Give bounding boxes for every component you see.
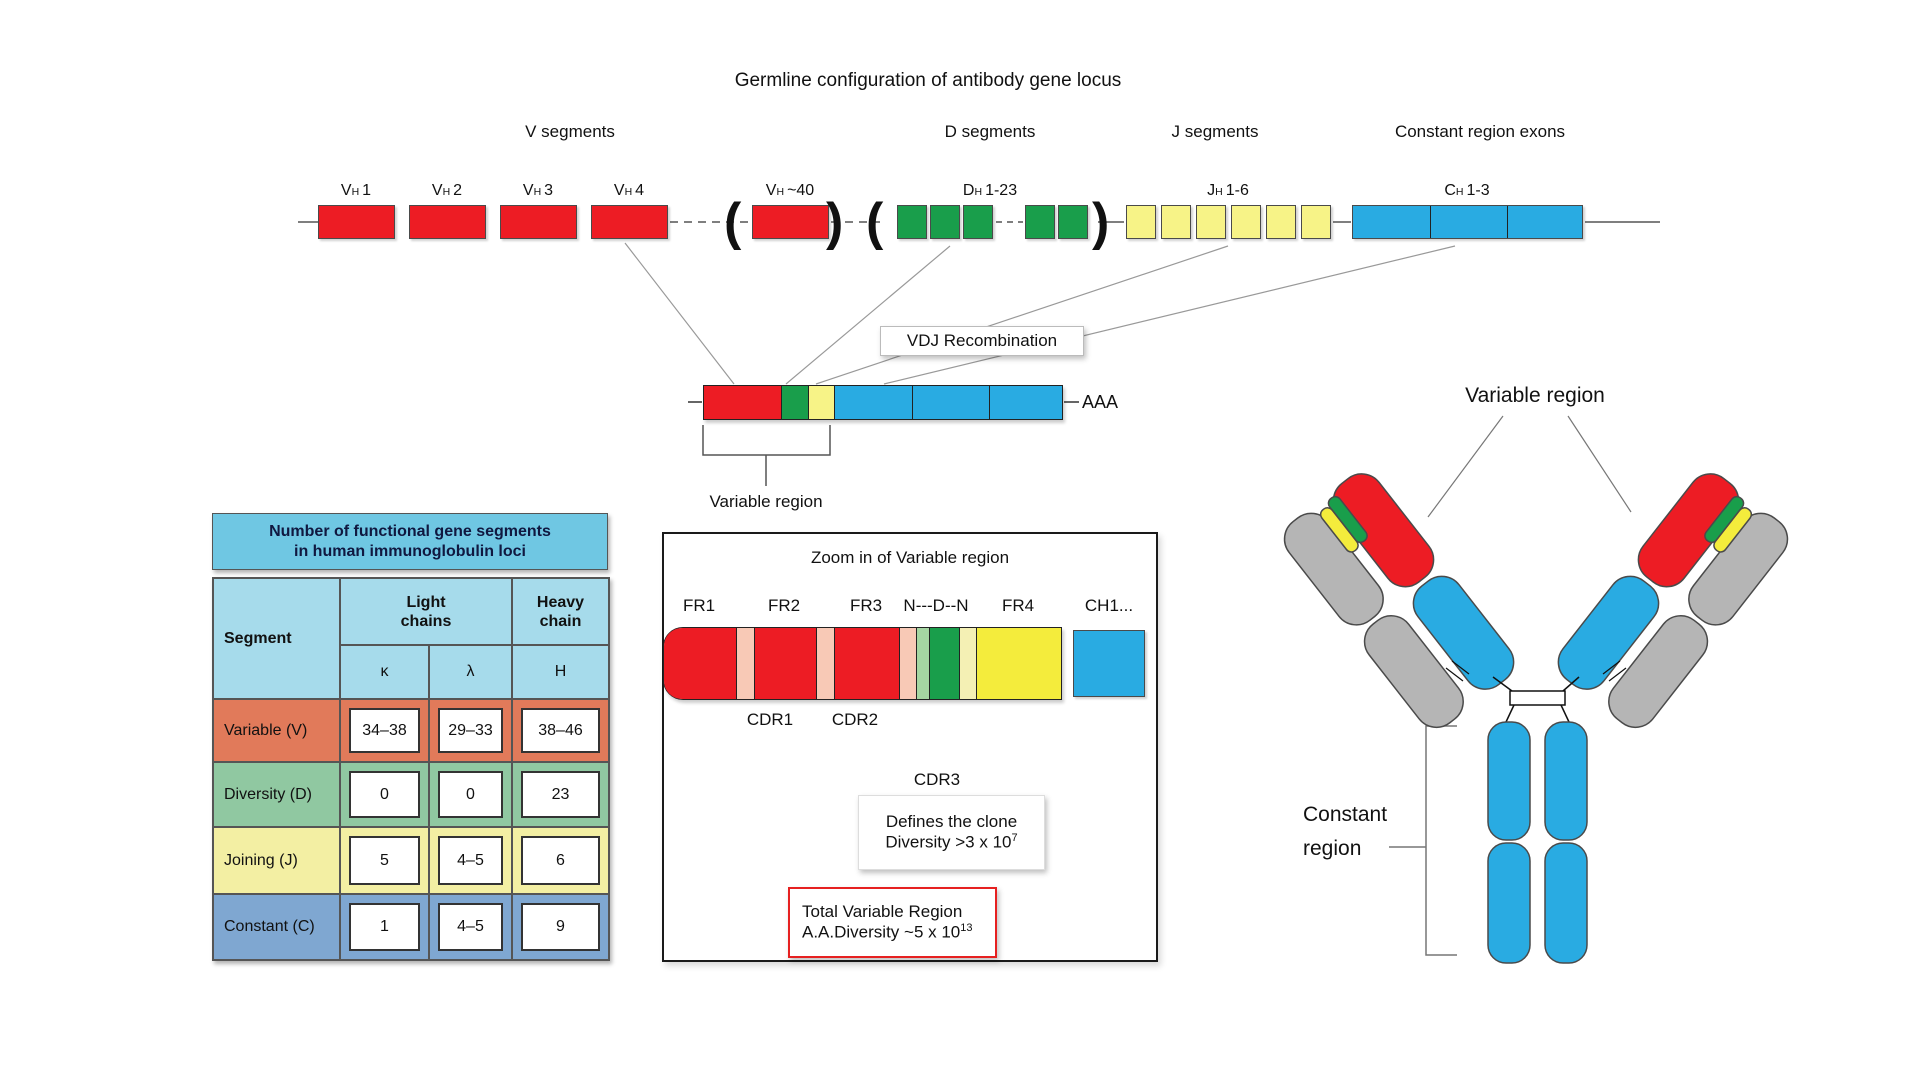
row-label-text: Diversity (D) xyxy=(224,785,312,803)
clone-diversity-note xyxy=(858,795,1045,870)
fr2-segment xyxy=(754,628,816,699)
j-segment-box xyxy=(1161,205,1191,239)
d-core-segment xyxy=(929,628,959,699)
cell-value: 6 xyxy=(556,851,565,869)
value-box xyxy=(521,708,600,753)
lambda-text: λ xyxy=(466,663,475,680)
kappa-text: κ xyxy=(380,663,389,680)
column-header-segment xyxy=(213,578,340,699)
label-rest: 1-23 xyxy=(985,182,1018,199)
label-sub: H xyxy=(974,186,983,198)
v-segment-box-40 xyxy=(752,205,829,239)
constant-exon-box xyxy=(1352,205,1583,239)
total-note-line2 xyxy=(802,922,973,943)
cell-variable-kappa xyxy=(340,699,429,762)
exon-divider xyxy=(989,386,990,419)
subheader-kappa xyxy=(340,645,429,699)
label-base: J xyxy=(1207,182,1216,199)
value-box xyxy=(521,836,600,885)
cell-joining-kappa xyxy=(340,827,429,894)
cell-diversity-h xyxy=(512,762,609,827)
segment-label-vh1 xyxy=(311,182,401,200)
d-segment-box xyxy=(963,205,993,239)
segment-label-vh4 xyxy=(584,182,674,200)
value-box xyxy=(438,771,503,818)
label-rest: 4 xyxy=(635,182,645,199)
j-segment-box xyxy=(1196,205,1226,239)
cell-value: 4–5 xyxy=(457,851,484,869)
segment-label-vh2 xyxy=(402,182,492,200)
cell-variable-lambda xyxy=(429,699,512,762)
v-segment-box-3 xyxy=(500,205,577,239)
subheader-h xyxy=(512,645,609,699)
row-label-diversity xyxy=(213,762,340,827)
label-sub: H xyxy=(442,186,451,198)
cdr1-label: CDR1 xyxy=(746,710,794,729)
d-segment-box xyxy=(930,205,960,239)
label-rest: ~40 xyxy=(787,182,815,199)
v-segment-box-2 xyxy=(409,205,486,239)
page-title: Germline configuration of antibody gene locus xyxy=(734,70,1122,91)
heavy-header-line2: chain xyxy=(539,612,582,630)
row-label-joining xyxy=(213,827,340,894)
variable-region-bracket xyxy=(703,425,830,486)
d-segment-box xyxy=(897,205,927,239)
value-box xyxy=(349,771,420,818)
paren-open-icon: ( xyxy=(724,193,742,251)
recombined-j-segment xyxy=(808,386,834,419)
heavy-header-line1: Heavy xyxy=(536,593,585,611)
clone-note-line1: Defines the clone xyxy=(885,812,1018,832)
label-rest: 1-3 xyxy=(1466,182,1490,199)
cdr1-segment xyxy=(736,628,754,699)
label-base: V xyxy=(431,182,443,199)
j-segment-box xyxy=(1301,205,1331,239)
label-sub: H xyxy=(624,186,633,198)
cell-value: 1 xyxy=(380,918,389,935)
cell-variable-h xyxy=(512,699,609,762)
light-header-line2: chains xyxy=(400,612,452,630)
segment-label-vh3 xyxy=(493,182,583,200)
fr1-segment xyxy=(664,628,736,699)
row-label-variable xyxy=(213,699,340,762)
label-rest: 1 xyxy=(362,182,372,199)
antibody-structure xyxy=(1276,416,1797,963)
ch2-domain-left xyxy=(1488,722,1530,840)
label-base: V xyxy=(765,182,777,199)
segment-label-jh xyxy=(1178,182,1278,200)
segment-header-text: Segment xyxy=(224,630,292,647)
fr2-label: FR2 xyxy=(767,596,801,615)
variable-region-pointer-lines xyxy=(1428,416,1631,517)
vdj-recombination-label xyxy=(880,326,1084,356)
column-header-heavy-chain xyxy=(512,578,609,645)
antibody-variable-region-label: Variable region xyxy=(1465,384,1605,407)
value-box xyxy=(349,708,420,753)
ch1-label: CH1... xyxy=(1084,596,1134,615)
fr4-label: FR4 xyxy=(1001,596,1035,615)
label-base: V xyxy=(522,182,534,199)
value-box xyxy=(438,836,503,885)
fr3-label: FR3 xyxy=(849,596,883,615)
label-rest: 1-6 xyxy=(1225,182,1249,199)
column-header-light-chains xyxy=(340,578,512,645)
clone-note-line2 xyxy=(885,832,1017,853)
cdr2-label: CDR2 xyxy=(831,710,879,729)
label-base: D xyxy=(962,182,975,199)
segment-label-dh xyxy=(940,182,1040,200)
cdr3-label: CDR3 xyxy=(913,770,961,789)
h-text: H xyxy=(554,663,567,680)
segment-label-vh40 xyxy=(745,182,835,200)
ch3-domain-left xyxy=(1488,843,1530,963)
n-right-segment xyxy=(959,628,976,699)
recombined-constant-segment xyxy=(834,386,1062,419)
cell-value: 0 xyxy=(466,785,475,803)
value-box xyxy=(349,836,420,885)
antibody-stem xyxy=(1488,722,1587,963)
row-label-constant xyxy=(213,894,340,960)
exon-divider xyxy=(1507,206,1508,238)
total-note-line2-base: A.A.Diversity ~5 x 10 xyxy=(802,922,961,942)
value-box xyxy=(521,903,600,951)
label-rest: 3 xyxy=(544,182,554,199)
exon-divider xyxy=(912,386,913,419)
total-note-line1: Total Variable Region xyxy=(802,902,963,922)
ch1-box xyxy=(1073,630,1145,697)
value-box xyxy=(438,708,503,753)
v-segment-box-1 xyxy=(318,205,395,239)
cell-constant-kappa xyxy=(340,894,429,960)
cell-diversity-lambda xyxy=(429,762,512,827)
recombined-d-segment xyxy=(781,386,808,419)
v-segment-box-4 xyxy=(591,205,668,239)
label-sub: H xyxy=(1455,186,1464,198)
group-label-v-segments: V segments xyxy=(525,122,615,141)
paren-open-icon: ( xyxy=(866,193,884,251)
d-segment-box xyxy=(1025,205,1055,239)
cell-value: 34–38 xyxy=(362,721,407,739)
clone-note-line2-sup: 7 xyxy=(1011,832,1018,845)
row-label-text: Joining (J) xyxy=(224,851,298,869)
cell-joining-lambda xyxy=(429,827,512,894)
fr1-label: FR1 xyxy=(682,596,716,615)
antibody-constant-region-label xyxy=(1303,798,1423,866)
recombination-funnel-lines xyxy=(625,243,1455,384)
cell-diversity-kappa xyxy=(340,762,429,827)
value-box xyxy=(438,903,503,951)
table-title-line2: in human immunoglobulin loci xyxy=(294,542,526,560)
label-base: C xyxy=(1444,182,1456,199)
total-diversity-note xyxy=(788,887,997,958)
recombined-mrna-bar xyxy=(703,385,1063,420)
light-header-line1: Light xyxy=(406,593,446,611)
group-label-d-segments: D segments xyxy=(944,122,1036,141)
constant-label-line1: Constant xyxy=(1303,803,1388,826)
table-body xyxy=(212,577,610,961)
cell-constant-h xyxy=(512,894,609,960)
row-label-text: Variable (V) xyxy=(224,721,308,739)
constant-label-line2: region xyxy=(1303,837,1362,860)
cell-constant-lambda xyxy=(429,894,512,960)
vdj-recombination-text: VDJ Recombination xyxy=(906,331,1058,350)
group-label-constant-exons: Constant region exons xyxy=(1394,122,1566,141)
j-segment-box xyxy=(1231,205,1261,239)
cell-value: 29–33 xyxy=(448,721,493,739)
variable-region-label-mrna: Variable region xyxy=(709,492,823,511)
ch2-domain-right xyxy=(1545,722,1587,840)
value-box xyxy=(349,903,420,951)
antibody-right-arm xyxy=(1550,465,1797,736)
cell-value: 23 xyxy=(551,785,570,803)
label-sub: H xyxy=(533,186,542,198)
n-left-segment xyxy=(899,628,916,699)
cell-value: 9 xyxy=(556,918,565,935)
paren-close-icon: ) xyxy=(826,193,844,251)
variable-region-detail-bar xyxy=(663,627,1062,700)
paren-close-icon: ) xyxy=(1092,193,1110,251)
zoom-panel-title: Zoom in of Variable region xyxy=(810,548,1010,567)
label-base: V xyxy=(613,182,625,199)
label-sub: H xyxy=(776,186,785,198)
cell-value: 5 xyxy=(380,851,389,869)
ch3-domain-right xyxy=(1545,843,1587,963)
exon-divider xyxy=(1430,206,1431,238)
j-segment-box xyxy=(1266,205,1296,239)
total-note-line2-sup: 13 xyxy=(960,922,973,935)
gene-segment-table xyxy=(212,513,608,960)
label-base: V xyxy=(340,182,352,199)
n-green-segment xyxy=(916,628,929,699)
cell-value: 38–46 xyxy=(538,721,583,739)
label-rest: 2 xyxy=(453,182,463,199)
d-segment-box xyxy=(1058,205,1088,239)
clone-note-line2-base: Diversity >3 x 10 xyxy=(885,832,1012,852)
table-title-line1: Number of functional gene segments xyxy=(269,522,551,540)
group-label-j-segments: J segments xyxy=(1171,122,1259,141)
poly-a-label: AAA xyxy=(1082,392,1119,412)
cell-value: 0 xyxy=(380,785,389,803)
recombined-v-segment xyxy=(704,386,781,419)
row-label-text: Constant (C) xyxy=(224,918,315,935)
cell-joining-h xyxy=(512,827,609,894)
value-box xyxy=(521,771,600,818)
antibody-left-arm xyxy=(1276,465,1523,736)
label-sub: H xyxy=(1215,186,1223,198)
table-title xyxy=(212,513,608,570)
ndn-label: N---D--N xyxy=(903,596,969,615)
cdr2-segment xyxy=(816,628,834,699)
subheader-lambda xyxy=(429,645,512,699)
cell-value: 4–5 xyxy=(457,918,484,935)
label-sub: H xyxy=(351,186,360,198)
fr4-segment xyxy=(976,628,1061,699)
j-segment-box xyxy=(1126,205,1156,239)
segment-label-ch xyxy=(1417,182,1517,200)
fr3-segment xyxy=(834,628,899,699)
